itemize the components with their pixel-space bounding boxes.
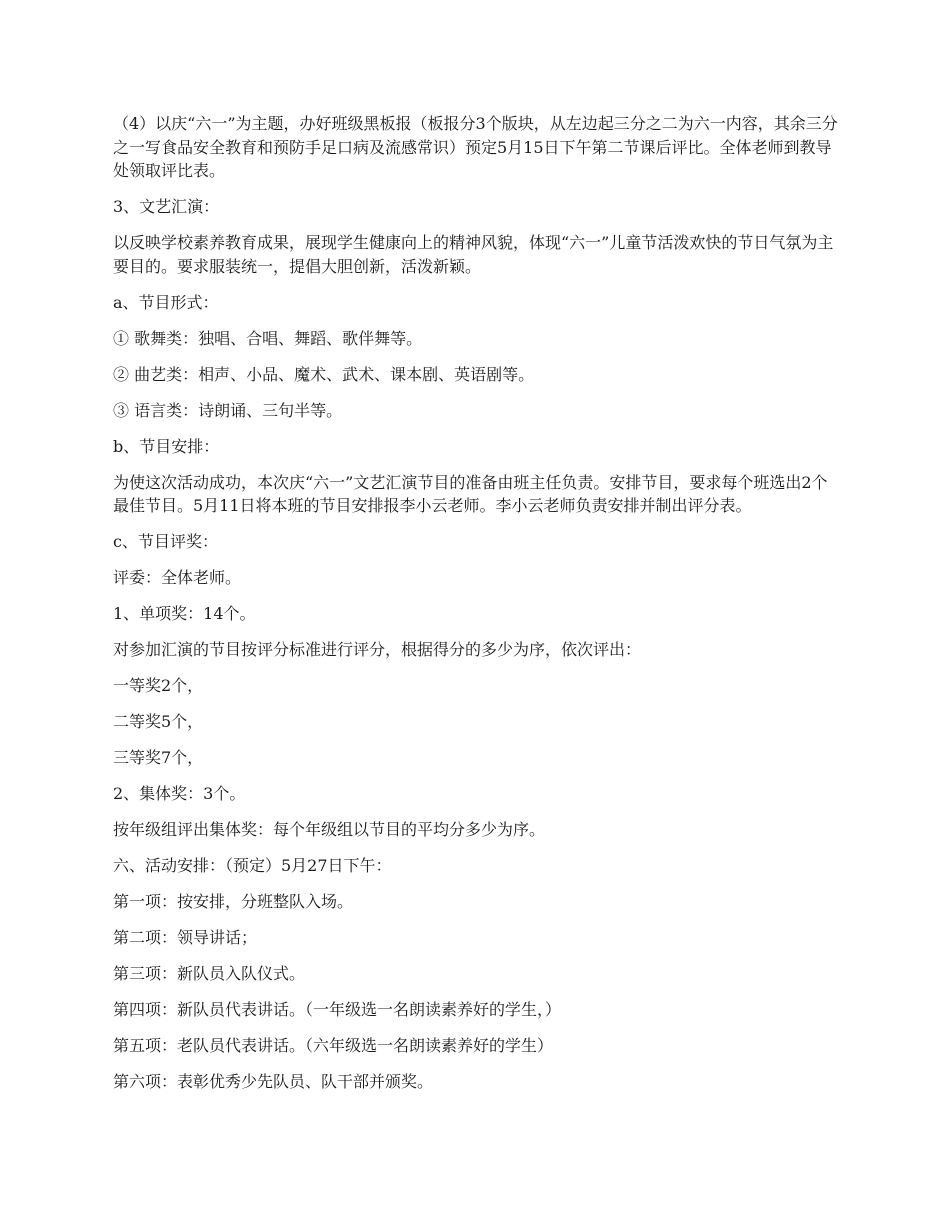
list-item-folk-arts: ② 曲艺类：相声、小品、魔术、武术、课本剧、英语剧等。 <box>113 364 535 384</box>
heading-performance: 3、文艺汇演： <box>113 197 220 216</box>
paragraph-performance-purpose: 以反映学校素养教育成果，展现学生健康向上的精神风貌，体现“六一”儿童节活泼欢快的节日气氛为主要目的。要求服装统一，提倡大胆创新，活泼新颖。 <box>113 233 834 276</box>
paragraph-program-arrangement: 为使这次活动成功，本次庆“六一”文艺汇演节目的准备由班主任负责。安排节目，要求每个班选出2个最佳节目。5月11日将本班的节目安排报李小云老师。李小云老师负责安排并制出评分表。 <box>113 472 828 515</box>
schedule-item-1: 第一项：按安排，分班整队入场。 <box>113 892 354 911</box>
document-body <box>113 112 838 1106</box>
schedule-item-3: 第三项：新队员入队仪式。 <box>113 964 306 983</box>
paragraph-blackboard-report: （4）以庆“六一”为主题，办好班级黑板报（板报分3个版块，从左边起三分之二为六一内容，其余三分之一写食品安全教育和预防手足口病及流感常识）预定5月15日下午第二节课后评比。全体老师到教导处领取评比表。 <box>113 114 838 180</box>
schedule-item-5: 第五项：老队员代表讲话。（六年级选一名朗读素养好的学生） <box>113 1036 554 1055</box>
paragraph-group-awards: 按年级组评出集体奖：每个年级组以节目的平均分多少为序。 <box>113 820 546 839</box>
schedule-item-4: 第四项：新队员代表讲话。（一年级选一名朗读素养好的学生，） <box>113 1000 562 1019</box>
heading-group-awards: 2、集体奖：3个。 <box>113 784 246 803</box>
list-item-second-prize: 二等奖5个， <box>113 712 204 731</box>
paragraph-judges: 评委：全体老师。 <box>113 568 242 587</box>
paragraph-scoring: 对参加汇演的节目按评分标准进行评分，根据得分的多少为序，依次评出： <box>113 640 642 659</box>
list-item-third-prize: 三等奖7个， <box>113 748 204 767</box>
list-item-song-dance: ① 歌舞类：独唱、合唱、舞蹈、歌伴舞等。 <box>113 328 423 348</box>
schedule-item-2: 第二项：领导讲话； <box>113 928 258 947</box>
subheading-program-arrangement: b、节目安排： <box>113 436 220 456</box>
subheading-program-awards: c、节目评奖： <box>113 532 218 551</box>
heading-individual-awards: 1、单项奖：14个。 <box>113 604 256 623</box>
list-item-first-prize: 一等奖2个， <box>113 676 204 695</box>
schedule-item-6: 第六项：表彰优秀少先队员、队干部并颁奖。 <box>113 1072 434 1091</box>
subheading-program-forms: a、节目形式： <box>113 292 219 312</box>
heading-activity-schedule: 六、活动安排：（预定）5月27日下午： <box>113 856 392 875</box>
list-item-language: ③ 语言类：诗朗诵、三句半等。 <box>113 400 343 420</box>
